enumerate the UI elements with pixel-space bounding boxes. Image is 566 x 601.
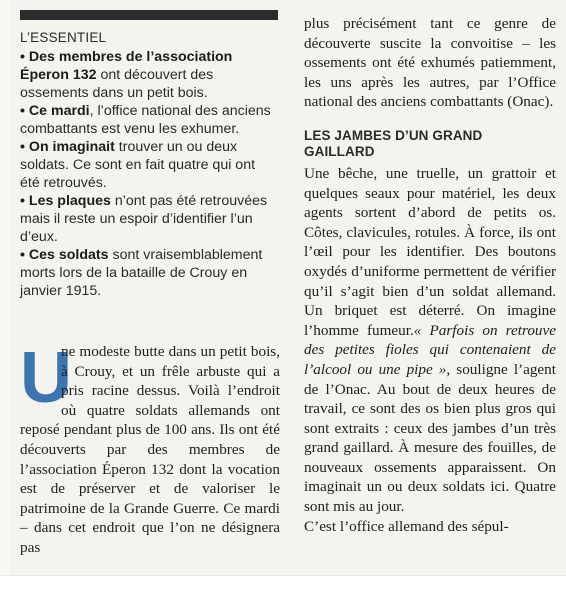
article-right-column — [304, 14, 556, 536]
intro-text: ne modeste butte dans un petit bois, à Crouy, et un frêle arbuste qui a pris racine dessus. Voilà l’endroit où quatre soldats allemands ont reposé pendant plus de 100 ans. Ils ont été découverts par des membres de l’association Éperon 132 dont la vocation est de préserver et de valoriser le patrimoine de la Grande Guerre. Ce mardi – dans cet endroit que l’on ne désignera pas — [20, 343, 280, 556]
item-lead: • Des membres de l’association Éperon 132 — [20, 49, 233, 83]
article-intro — [20, 338, 280, 558]
continued-paragraph: plus précisément tant ce genre de découverte suscite la convoitise – les ossements ont été exhumés patiemment, les uns après les autres, par l’Office national des anciens combattants (Onac). — [304, 15, 556, 111]
item-text: ont découvert des ossements dans un petit bois. — [20, 67, 214, 101]
item-text: trouver un ou deux soldats. Ce sont en fait quatre qui ont été retrouvés. — [20, 139, 256, 191]
body-text: Une bêche, une truelle, un grattoir et quelques seaux pour matériel, les deux agents sortent d’abord de petits os. Côtes, clavicules, rotules. À force, ils ont l’œil pour les identifier. Des boutons oxydés d’uniforme permettent de vérifier qu’il s’agit bien d’un soldat allemand. Un briquet est déterré. On imagine l’homme fumeur. — [304, 164, 556, 339]
rule-bar — [20, 10, 278, 20]
last-line: C’est l’office allemand des sépul- — [304, 517, 509, 535]
item-lead: • On imaginait — [20, 139, 115, 155]
essentiel-item — [20, 138, 278, 192]
essentiel-item — [20, 48, 278, 102]
scan-margin — [0, 575, 566, 601]
item-text: n’ont pas été retrouvées mais il reste un espoir d’identifier l’un d’eux. — [20, 193, 268, 245]
item-lead: • Ce mardi — [20, 103, 90, 119]
essentiel-box — [20, 0, 278, 300]
item-text: sont vraisemblablement morts lors de la bataille de Crouy en janvier 1915. — [20, 247, 263, 299]
essentiel-item — [20, 192, 278, 246]
essentiel-heading: L’ESSENTIEL — [20, 30, 107, 45]
essentiel-item — [20, 246, 278, 300]
item-lead: • Ces soldats — [20, 247, 109, 263]
body-paragraph — [304, 164, 556, 517]
drop-cap: U — [20, 338, 72, 418]
essentiel-item — [20, 102, 278, 138]
item-lead: • Les plaques — [20, 193, 111, 209]
body-text-continued: , souligne l’agent de l’Onac. Au bout de deux heures de travail, ce sont des os bien plus gros qui sont extraits : ceux des jambes d’un très grand gaillard. À mesure des fouilles, de nouveaux ossements apparaissent. On imaginait un ou deux soldats ici. Quatre sont mis au jour. — [304, 360, 556, 516]
essentiel-list — [20, 48, 278, 300]
item-text: , l’office national des anciens combattants est venu les exhumer. — [20, 103, 271, 137]
subheading: LES JAMBES D’UN GRAND GAILLARD — [304, 127, 483, 159]
quote: « Parfois on retrouve des petites fioles qui contenaient de l’alcool ou une pipe » — [304, 321, 556, 378]
